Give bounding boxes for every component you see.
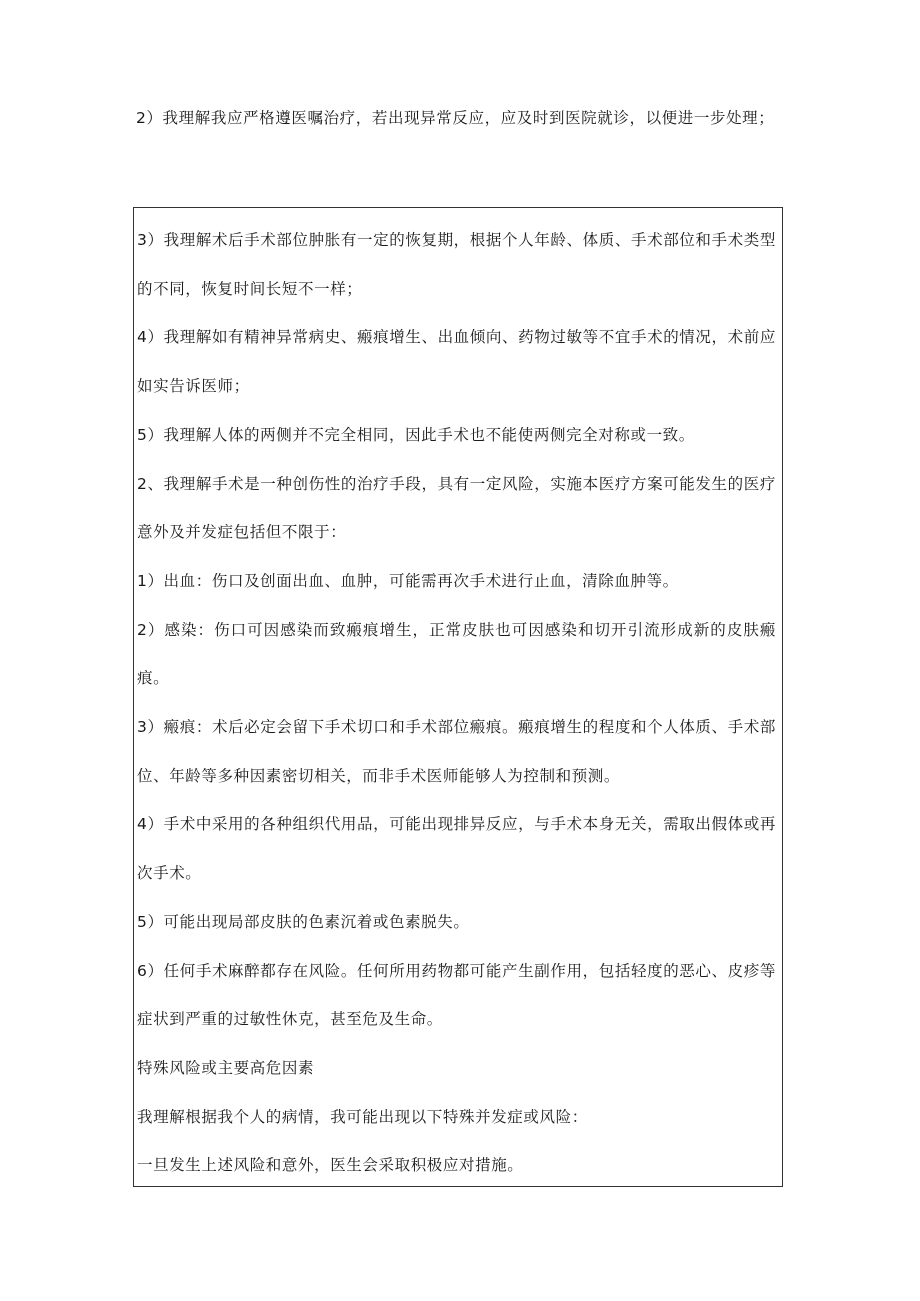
risk-scar: 3）瘢痕：术后必定会留下手术切口和手术部位瘢痕。瘢痕增生的程度和个人体质、手术部位、年龄等多种因素密切相关，而非手术医师能够人为控制和预测。	[137, 718, 776, 785]
item-recovery-period: 3）我理解术后手术部位肿胀有一定的恢复期，根据个人年龄、体质、手术部位和手术类型的不同，恢复时间长短不一样；	[137, 231, 776, 298]
special-risk-statement: 我理解根据我个人的病情，我可能出现以下特殊并发症或风险：	[137, 1107, 588, 1126]
item-asymmetry: 5）我理解人体的两侧并不完全相同，因此手术也不能使两侧完全对称或一致。	[137, 425, 695, 444]
item-medical-history: 4）我理解如有精神异常病史、瘢痕增生、出血倾向、药物过敏等不宜手术的情况，术前应如实告诉医师；	[137, 328, 776, 396]
response-statement: 一旦发生上述风险和意外，医生会采取积极应对措施。	[137, 1156, 524, 1175]
intro-section	[136, 92, 786, 144]
consent-box	[133, 207, 783, 1187]
risk-anesthesia: 6）任何手术麻醉都存在风险。任何所用药物都可能产生副作用，包括轻度的恶心、皮疹等症状到严重的过敏性休克，甚至危及生命。	[137, 961, 776, 1029]
risk-implant-rejection: 4）手术中采用的各种组织代用品，可能出现排异反应，与手术本身无关，需取出假体或再次手术。	[137, 815, 776, 883]
risk-pigmentation: 5）可能出现局部皮肤的色素沉着或色素脱失。	[137, 912, 470, 931]
section-risks-heading: 2、我理解手术是一种创伤性的治疗手段，具有一定风险，实施本医疗方案可能发生的医疗意外及并发症包括但不限于：	[137, 474, 776, 542]
risk-infection: 2）感染：伤口可因感染而致瘢痕增生，正常皮肤也可因感染和切开引流形成新的皮肤瘢痕。	[137, 620, 776, 688]
risk-bleeding: 1）出血：伤口及创面出血、血肿，可能需再次手术进行止血，清除血肿等。	[137, 571, 679, 590]
intro-paragraph: 2）我理解我应严格遵医嘱治疗，若出现异常反应，应及时到医院就诊，以便进一步处理；	[136, 109, 775, 127]
special-risk-heading: 特殊风险或主要高危因素	[137, 1058, 315, 1077]
